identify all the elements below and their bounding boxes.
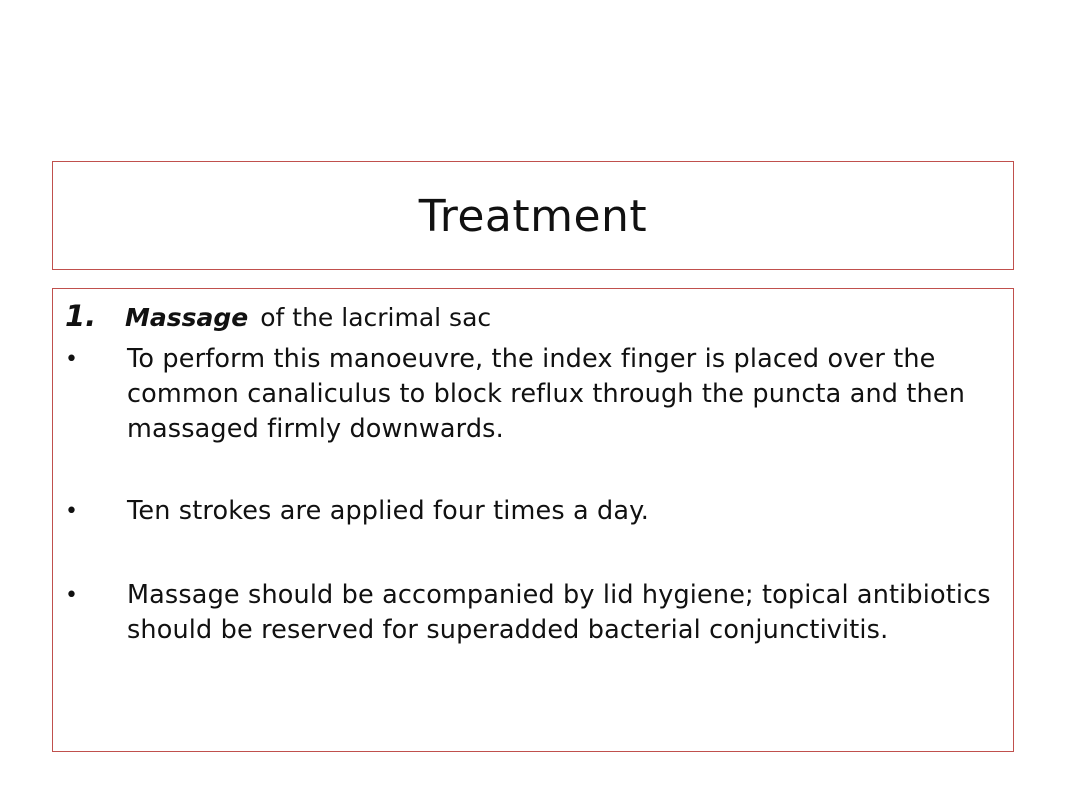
bullet-text: Massage should be accompanied by lid hygiene; topical antibiotics should be reserved for superadded bacterial conjunctivitis. xyxy=(127,580,991,645)
bullet-item xyxy=(63,578,1007,648)
content-box xyxy=(52,288,1014,752)
bullet-item xyxy=(63,342,1007,447)
bullet-icon: • xyxy=(65,347,78,372)
bullet-icon: • xyxy=(65,583,78,608)
title-box xyxy=(52,161,1014,270)
numbered-heading xyxy=(65,299,491,333)
bullet-text: To perform this manoeuvre, the index finger is placed over the common canaliculus to block reflux through the puncta and then massaged firmly downwards. xyxy=(127,344,965,444)
bullet-text: Ten strokes are applied four times a day. xyxy=(127,496,650,526)
item-number: 1. xyxy=(65,299,97,333)
item-heading: Massage xyxy=(125,303,249,332)
bullet-item xyxy=(63,494,1007,529)
slide-title: Treatment xyxy=(418,191,648,242)
bullet-icon: • xyxy=(65,499,78,524)
item-heading-rest: of the lacrimal sac xyxy=(260,303,492,332)
